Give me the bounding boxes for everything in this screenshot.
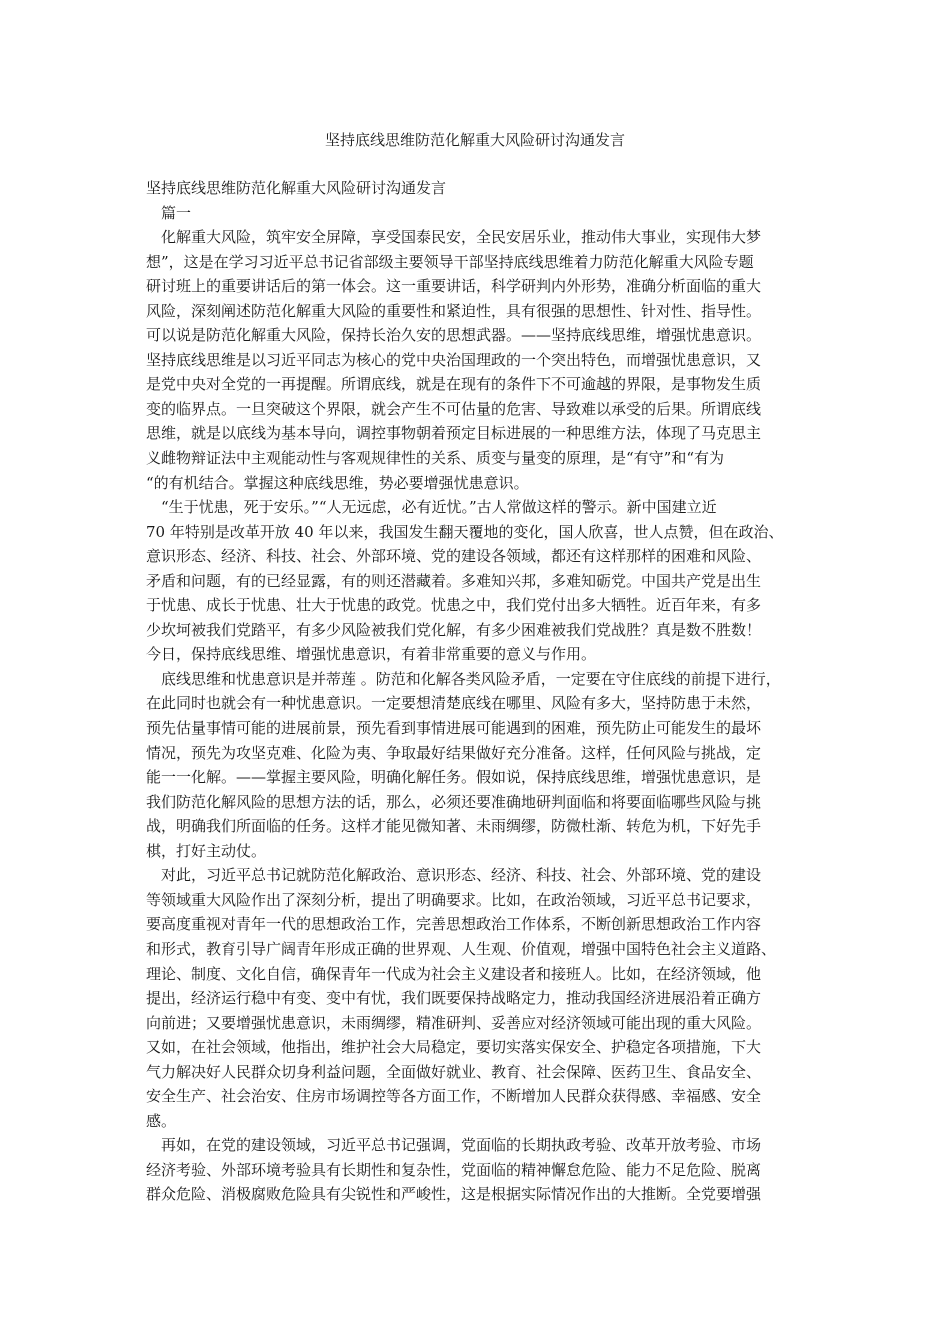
- text-line: 我们防范化解风险的思想方法的话，那么，必须还要准确地研判面临和将要面临哪些风险与挑: [146, 792, 762, 811]
- text-line: 再如，在党的建设领域，习近平总书记强调，党面临的长期执政考验、改革开放考验、市场: [161, 1136, 762, 1155]
- text-line: 气力解决好人民群众切身利益问题，全面做好就业、教育、社会保障、医药卫生、食品安全、: [146, 1062, 762, 1081]
- text-line: 在此同时也就会有一种忧患意识。一定要想清楚底线在哪里、风险有多大，坚持防患于未然，: [146, 694, 762, 713]
- document-title: 坚持底线思维防范化解重大风险研讨沟通发言: [324, 131, 625, 149]
- text-line: 提出，经济运行稳中有变、变中有忧，我们既要保持战略定力，推动我国经济进展沿着正确方: [146, 989, 762, 1008]
- text-line: 于忧患、成长于忧患、壮大于忧患的政党。忧患之中，我们党付出多大牺牲。近百年来，有多: [146, 596, 762, 615]
- text-line: 风险，深刻阐述防范化解重大风险的重要性和紧迫性，具有很强的思想性、针对性、指导性。: [146, 301, 762, 320]
- text-line: 对此，习近平总书记就防范化解政治、意识形态、经济、科技、社会、外部环境、党的建设: [161, 866, 762, 885]
- text-line: 安全生产、社会治安、住房市场调控等各方面工作，不断增加人民群众获得感、幸福感、安全: [146, 1087, 762, 1106]
- text-line: 情况，预先为攻坚克难、化险为夷、争取最好结果做好充分准备。这样，任何风险与挑战，定: [146, 743, 762, 762]
- text-line: 可以说是防范化解重大风险，保持长治久安的思想武器。——坚持底线思维，增强忧患意识。: [146, 326, 762, 345]
- text-line: 意识形态、经济、科技、社会、外部环境、党的建设各领域，都还有这样那样的困难和风险、: [146, 547, 762, 566]
- text-line: 研讨班上的重要讲话后的第一体会。这一重要讲话，科学研判内外形势，准确分析面临的重大: [146, 277, 762, 296]
- text-line: 矛盾和问题，有的已经显露，有的则还潜藏着。多难知兴邦，多难知砺党。中国共产党是出生: [146, 571, 762, 590]
- text-line: 棋，打好主动仗。: [146, 841, 267, 860]
- text-line: “的有机结合。掌握这种底线思维，势必要增强忧患意识。: [146, 473, 529, 492]
- text-line: 想”，这是在学习习近平总书记省部级主要领导干部坚持底线思维着力防范化解重大风险专题: [146, 252, 754, 271]
- text-line: 向前进；又要增强忧患意识，未雨绸缪，精准研判、妥善应对经济领域可能出现的重大风险。: [146, 1013, 762, 1032]
- text-line: 群众危险、消极腐败危险具有尖锐性和严峻性，这是根据实际情况作出的大推断。全党要增强: [146, 1185, 762, 1204]
- text-line: 思维，就是以底线为基本导向，调控事物朝着预定目标进展的一种思维方法，体现了马克思主: [146, 424, 762, 443]
- text-line: 能一一化解。——掌握主要风险，明确化解任务。假如说，保持底线思维，增强忧患意识，是: [146, 768, 762, 787]
- text-line: 篇一: [161, 203, 192, 222]
- text-line: 坚持底线思维是以习近平同志为核心的党中央治国理政的一个突出特色，而增强忧患意识，又: [146, 350, 762, 369]
- text-line: 少坎坷被我们党踏平，有多少风险被我们党化解，有多少困难被我们党战胜？真是数不胜数！: [146, 620, 762, 639]
- text-line: “生于忧患，死于安乐。”“人无远虑，必有近忧。”古人常做这样的警示。新中国建立近: [161, 498, 717, 517]
- text-line: 和形式，教育引导广阔青年形成正确的世界观、人生观、价值观，增强中国特色社会主义道路、: [146, 939, 777, 958]
- text-line: 预先估量事情可能的进展前景，预先看到事情进展可能遇到的困难，预先防止可能发生的最坏: [146, 719, 762, 738]
- text-line: 底线思维和忧患意识是并蒂莲 。防范和化解各类风险矛盾，一定要在守住底线的前提下进行，: [161, 669, 781, 688]
- text-line: 要高度重视对青年一代的思想政治工作，完善思想政治工作体系，不断创新思想政治工作内容: [146, 915, 762, 934]
- text-line: 是党中央对全党的一再提醒。所谓底线，就是在现有的条件下不可逾越的界限，是事物发生质: [146, 375, 762, 394]
- text-line: 理论、制度、文化自信，确保青年一代成为社会主义建设者和接班人。比如，在经济领域，他: [146, 964, 762, 983]
- text-line: 又如，在社会领域，他指出，维护社会大局稳定，要切实落实保安全、护稳定各项措施，下大: [146, 1038, 762, 1057]
- text-line: 变的临界点。一旦突破这个界限，就会产生不可估量的危害、导致难以承受的后果。所谓底线: [146, 399, 762, 418]
- text-line: 等领域重大风险作出了深刻分析，提出了明确要求。比如，在政治领域，习近平总书记要求，: [146, 890, 762, 909]
- document-body: [146, 176, 826, 1207]
- text-line: 义雌物辩证法中主观能动性与客观规律性的关系、质变与量变的原理，是“有守”和“有为: [146, 449, 725, 468]
- text-line: 经济考验、外部环境考验具有长期性和复杂性，党面临的精神懈怠危险、能力不足危险、脱离: [146, 1160, 762, 1179]
- text-line: 战，明确我们所面临的任务。这样才能见微知著、未雨绸缪，防微杜渐、转危为机，下好先手: [146, 817, 762, 836]
- text-line: 化解重大风险，筑牢安全屏障，享受国泰民安，全民安居乐业，推动伟大事业，实现伟大梦: [161, 228, 762, 247]
- text-line: 坚持底线思维防范化解重大风险研讨沟通发言: [146, 179, 447, 197]
- text-line: 今日，保持底线思维、增强忧患意识，有着非常重要的意义与作用。: [146, 645, 597, 664]
- text-line: 感。: [146, 1111, 177, 1130]
- text-line: 70 年特别是改革开放 40 年以来，我国发生翻天覆地的变化，国人欣喜，世人点赞，但在政治、: [146, 522, 784, 541]
